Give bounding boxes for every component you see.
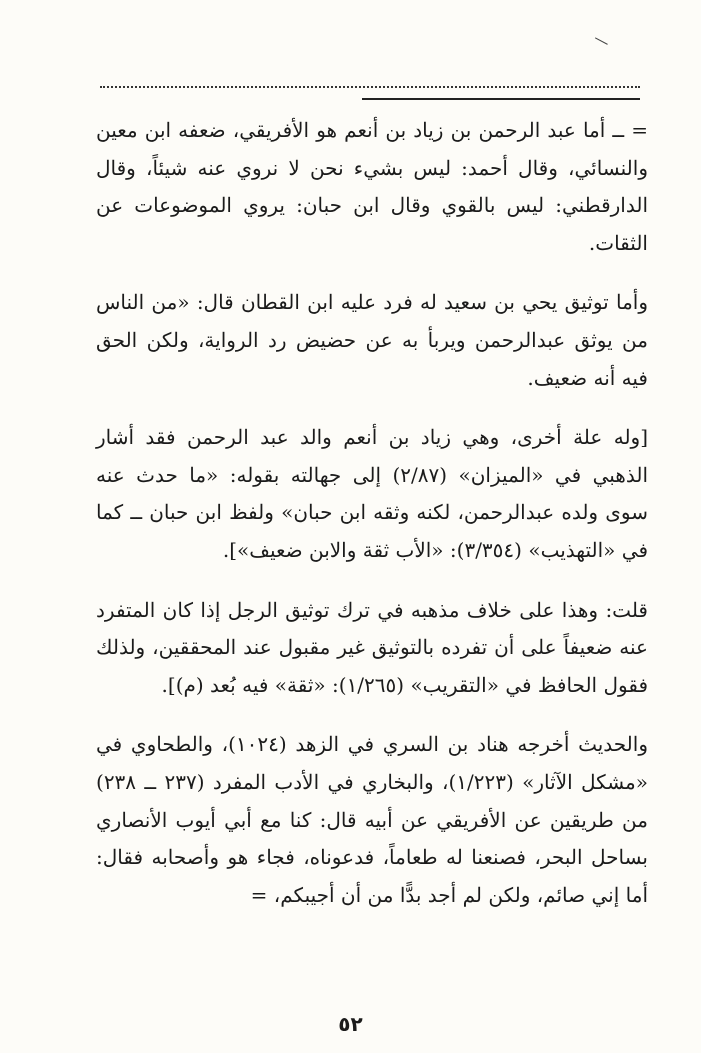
paragraph-2: وأما توثيق يحي بن سعيد له فرد عليه ابن القطان قال: «من الناس من يوثق عبدالرحمن ويربأ به عن حضيض رد الرواية، ولكن الحق فيه أنه ضعيف. [96, 290, 648, 390]
paragraph-4: قلت: وهذا على خلاف مذهبه في ترك توثيق الرجل إذا كان المتفرد عنه ضعيفاً على أن تفرده بالتوثيق غير مقبول عند المحققين، ولذلك فقول الحافظ في «التقريب» (١/٢٦٥): «ثقة» فيه بُعد (م)]. [96, 597, 648, 697]
top-corner-mark [590, 37, 608, 53]
footnote-separator [362, 98, 640, 100]
paragraph-3: [وله علة أخرى، وهي زياد بن أنعم والد عبد الرحمن فقد أشار الذهبي في «الميزان» (٢/٨٧) إلى جهالته بقوله: «ما حدث عنه سوى ولده عبدالرحمن، لكنه وثقه ابن حبان» ولفظ ابن حبان ــ كما في «التهذيب» (٣/٣٥٤): «الأب ثقة والابن ضعيف»]. [96, 425, 648, 562]
page-number: ٥٢ [338, 1012, 363, 1036]
paragraph-5: والحديث أخرجه هناد بن السري في الزهد (١٠٢٤)، والطحاوي في «مشكل الآثار» (١/٢٢٣)، والبخاري في الأدب المفرد (٢٣٧ ــ ٢٣٨) من طريقين عن الأفريقي عن أبيه قال: كنا مع أبي أيوب الأنصاري بساحل البحر، فصنعنا له طعاماً، فدعوناه، فجاء هو وأصحابه فقال: أما إني صائم، ولكن لم أجد بدًّا من أن أجيبكم، = [96, 732, 648, 907]
dotted-separator [100, 86, 640, 88]
footnote-body [96, 112, 648, 914]
paragraph-1: = ــ أما عبد الرحمن بن زياد بن أنعم هو الأفريقي، ضعفه ابن معين والنسائي، وقال أحمد: ليس بشيء نحن لا نروي عنه شيئاً، وقال الدارقطني: ليس بالقوي وقال ابن حبان: يروي الموضوعات عن الثقات. [96, 118, 648, 255]
